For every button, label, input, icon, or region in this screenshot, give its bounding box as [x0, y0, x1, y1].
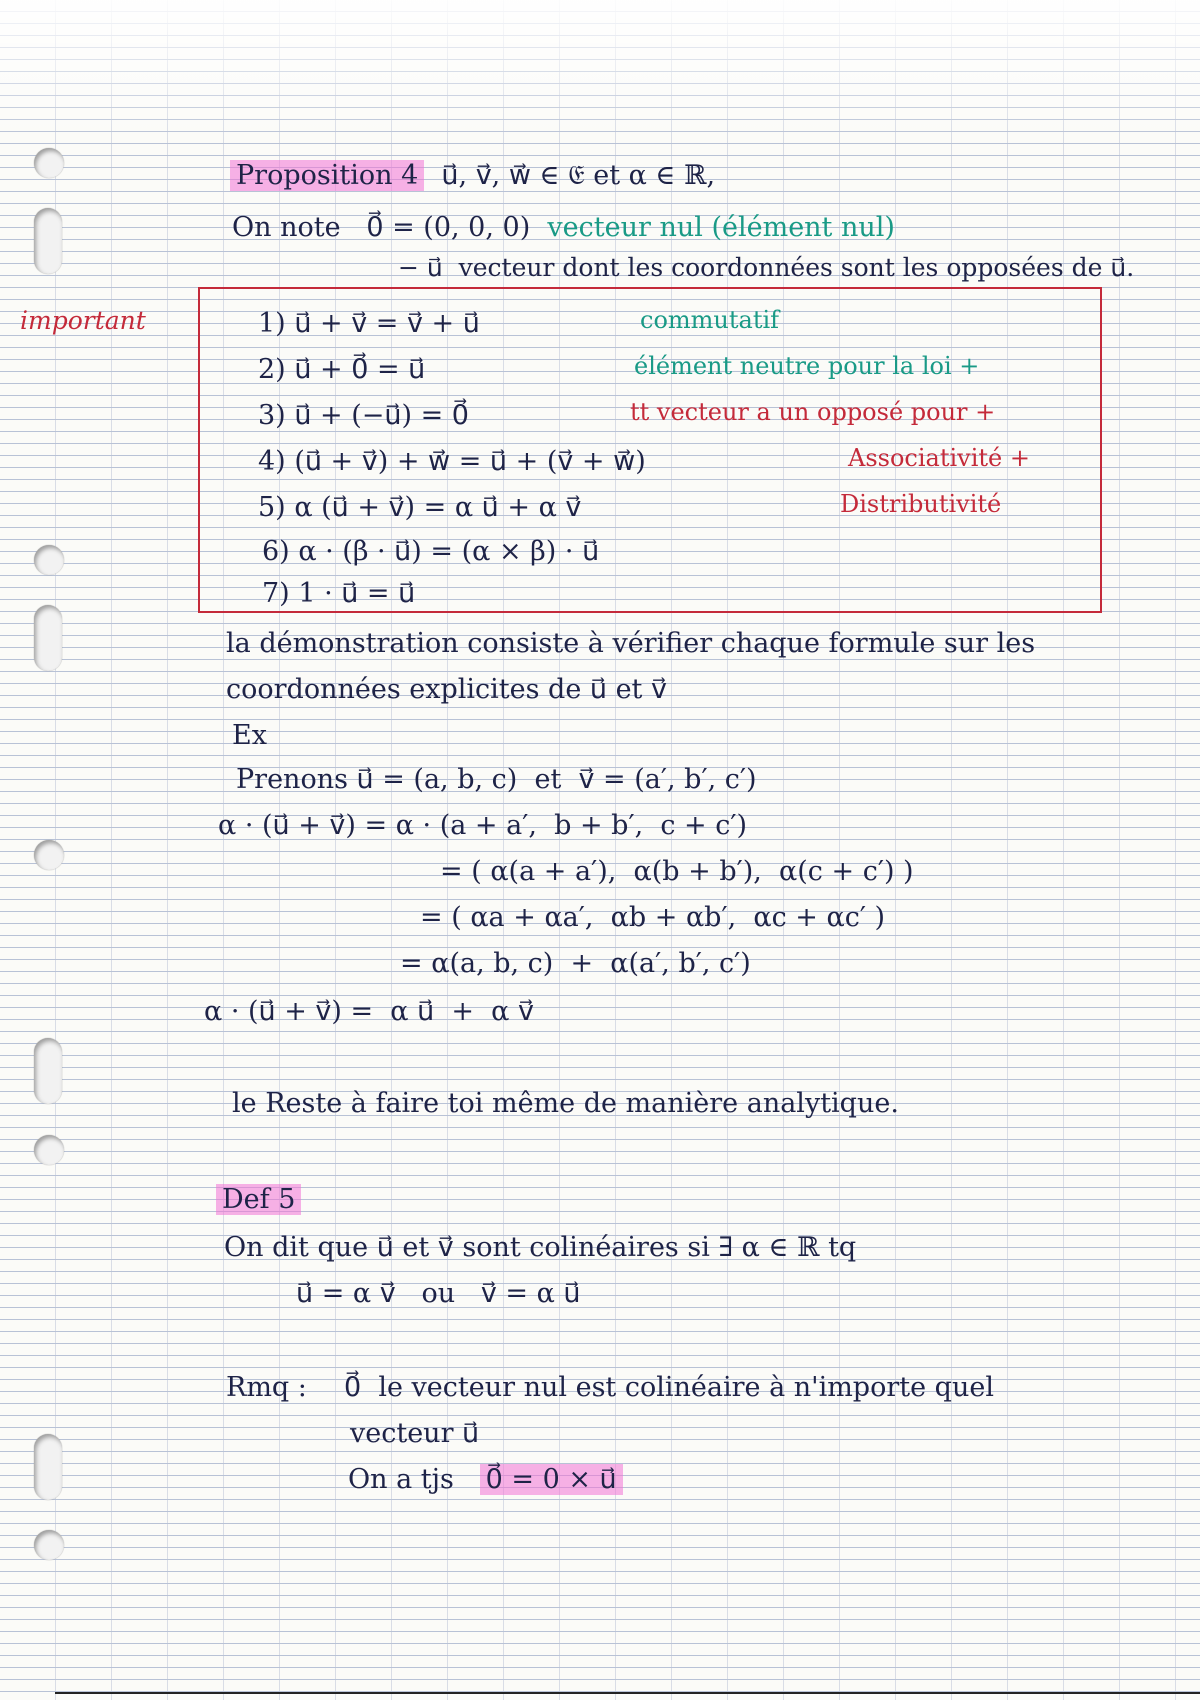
property-7	[262, 578, 415, 610]
remark-line-1: 0⃗ le vecteur nul est colinéaire à n'importe quel	[344, 1372, 994, 1403]
property-5	[258, 492, 581, 524]
binder-slot	[34, 208, 62, 274]
property-1	[258, 308, 480, 340]
definition-line-1: On dit que u⃗ et v⃗ sont colinéaires si ∃ α ∈ ℝ tq	[224, 1232, 857, 1263]
opposite-vector-definition: − u⃗ vecteur dont les coordonnées sont les opposées de u⃗.	[398, 253, 1135, 282]
property-4-comment: Associativité +	[848, 444, 1030, 472]
remainder-note: le Reste à faire toi même de manière analytique.	[232, 1088, 899, 1119]
property-formula: u⃗ + (−u⃗) = 0⃗	[294, 400, 469, 431]
definition-title: Def 5	[216, 1184, 301, 1215]
property-number: 1)	[258, 308, 286, 339]
example-step-2: α · (u⃗ + v⃗) = α · (a + a′, b + b′, c + c′)	[218, 810, 748, 841]
property-formula: 1 · u⃗ = u⃗	[298, 578, 416, 609]
definition-line-2: u⃗ = α v⃗ ou v⃗ = α u⃗	[296, 1278, 581, 1309]
demonstration-line-1: la démonstration consiste à vérifier chaque formule sur les	[226, 628, 1036, 659]
property-4	[258, 446, 646, 478]
example-step-3: = ( α(a + a′), α(b + b′), α(c + c′) )	[440, 856, 914, 887]
remark-line-3	[348, 1464, 623, 1496]
property-formula: u⃗ + v⃗ = v⃗ + u⃗	[294, 308, 480, 339]
property-formula: u⃗ + 0⃗ = u⃗	[294, 354, 426, 385]
binder-hole	[34, 1135, 64, 1165]
margin-note-important: important	[20, 306, 146, 335]
proposition-heading	[230, 160, 715, 192]
example-conclusion: α · (u⃗ + v⃗) = α u⃗ + α v⃗	[204, 996, 534, 1027]
binder-hole	[34, 148, 64, 178]
remark-label: Rmq :	[226, 1372, 307, 1403]
binder-hole	[34, 545, 64, 575]
property-3-comment: tt vecteur a un opposé pour +	[630, 398, 996, 426]
binder-hole	[34, 840, 64, 870]
property-formula: (u⃗ + v⃗) + w⃗ = u⃗ + (v⃗ + w⃗)	[294, 446, 646, 477]
property-number: 7)	[262, 578, 290, 609]
property-number: 6)	[262, 536, 290, 567]
definition-heading	[216, 1184, 301, 1216]
proposition-note-line-1	[232, 212, 895, 244]
property-formula: α (u⃗ + v⃗) = α u⃗ + α v⃗	[294, 492, 582, 523]
remark-line-2: vecteur u⃗	[350, 1418, 480, 1449]
page-bottom-edge	[55, 1692, 1200, 1694]
example-step-4: = ( αa + αa′, αb + αb′, αc + αc′ )	[420, 902, 886, 933]
binder-slot	[34, 1434, 62, 1500]
proposition-title: Proposition 4	[230, 160, 424, 191]
property-1-comment: commutatif	[640, 306, 780, 334]
binder-hole	[34, 1530, 64, 1560]
property-number: 4)	[258, 446, 286, 477]
remark-highlight: 0⃗ = 0 × u⃗	[480, 1464, 623, 1495]
remark-prefix: On a tjs	[348, 1464, 454, 1495]
property-6	[262, 536, 599, 568]
example-label: Ex	[232, 720, 267, 751]
null-vector-definition: On note 0⃗ = (0, 0, 0)	[232, 212, 531, 243]
binder-slot	[34, 1038, 62, 1104]
property-number: 5)	[258, 492, 286, 523]
property-5-comment: Distributivité	[840, 490, 1002, 518]
demonstration-line-2: coordonnées explicites de u⃗ et v⃗	[226, 674, 667, 705]
example-step-5: = α(a, b, c) + α(a′, b′, c′)	[400, 948, 751, 979]
property-2-comment: élément neutre pour la loi +	[634, 352, 980, 380]
property-2	[258, 354, 425, 386]
example-step-1: Prenons u⃗ = (a, b, c) et v⃗ = (a′, b′, c′)	[236, 764, 757, 795]
null-vector-comment: vecteur nul (élément nul)	[547, 212, 895, 243]
property-number: 2)	[258, 354, 286, 385]
property-number: 3)	[258, 400, 286, 431]
proposition-statement: u⃗, v⃗, w⃗ ∈ 𝔈 et α ∈ ℝ,	[441, 160, 716, 191]
property-formula: α · (β · u⃗) = (α × β) · u⃗	[298, 536, 600, 567]
binder-slot	[34, 605, 62, 671]
property-3	[258, 400, 469, 432]
